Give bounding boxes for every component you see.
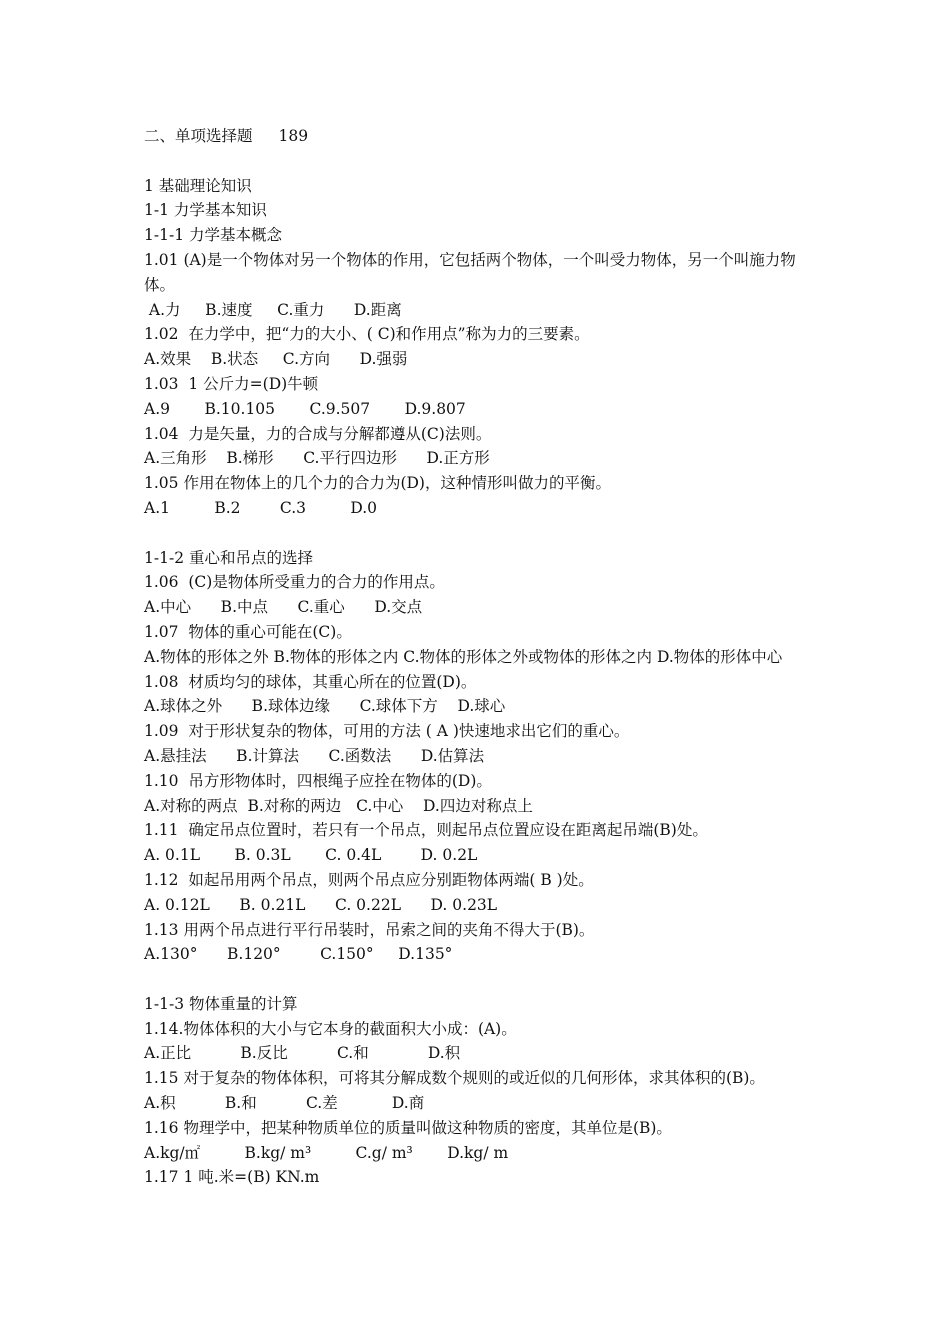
question-options: A.悬挂法 B.计算法 C.函数法 D.估算法: [144, 746, 485, 765]
question-stem: 1.11 确定吊点位置时，若只有一个吊点，则起吊点位置应设在距离起吊端(B)处。: [144, 821, 708, 840]
question-stem: 1.03 1 公斤力=(D)牛顿: [144, 374, 319, 393]
question-options: A.9 B.10.105 C.9.507 D.9.807: [144, 399, 466, 418]
question-stem: 1.06 (C)是物体所受重力的合力的作用点。: [144, 573, 445, 592]
question-count: 189: [278, 127, 309, 145]
question-options: A. 0.1L B. 0.3L C. 0.4L D. 0.2L: [144, 846, 478, 865]
topic-title: 1-1-2 重心和吊点的选择: [144, 548, 313, 567]
question-stem: 1.01 (A)是一个物体对另一个物体的作用，它包括两个物体，一个叫受力物体，另一个叫施力物体。: [144, 250, 796, 294]
question-options: A.效果 B.状态 C.方向 D.强弱: [144, 350, 408, 369]
question-options: A.正比 B.反比 C.和 D.积: [144, 1044, 461, 1063]
section-title: 1 基础理论知识: [144, 176, 252, 195]
question-options: A.130° B.120° C.150° D.135°: [144, 945, 453, 964]
question-stem: 1.05 作用在物体上的几个力的合力为(D)，这种情形叫做力的平衡。: [144, 474, 611, 493]
spacer: [144, 521, 814, 546]
topic-title: 1-1-3 物体重量的计算: [144, 994, 298, 1013]
question-stem: 1.10 吊方形物体时，四根绳子应拴在物体的(D)。: [144, 771, 492, 790]
spacer: [144, 967, 814, 992]
spacer: [144, 149, 814, 174]
question-stem: 1.08 材质均匀的球体，其重心所在的位置(D)。: [144, 672, 477, 691]
question-stem: 1.04 力是矢量，力的合成与分解都遵从(C)法则。: [144, 424, 492, 443]
question-stem: 1.16 物理学中，把某种物质单位的质量叫做这种物质的密度，其单位是(B)。: [144, 1118, 672, 1137]
topic-title: 1-1-1 力学基本概念: [144, 226, 282, 245]
question-stem: 1.02 在力学中，把“力的大小、( C)和作用点”称为力的三要素。: [144, 325, 590, 344]
question-options: A.1 B.2 C.3 D.0: [144, 498, 378, 517]
question-options: A.物体的形体之外 B.物体的形体之内 C.物体的形体之外或物体的形体之内 D.物体的形体中心: [144, 647, 783, 666]
heading-text: 二、单项选择题: [144, 127, 253, 145]
question-stem: 1.13 用两个吊点进行平行吊装时，吊索之间的夹角不得大于(B)。: [144, 920, 595, 939]
question-stem: 1.15 对于复杂的物体体积，可将其分解成数个规则的或近似的几何形体，求其体积的(B)。: [144, 1069, 765, 1088]
question-stem: 1.07 物体的重心可能在(C)。: [144, 622, 352, 641]
question-stem: 1.14.物体体积的大小与它本身的截面积大小成：(A)。: [144, 1019, 517, 1038]
question-options: A.力 B.速度 C.重力 D.距离: [144, 300, 402, 319]
subsection-title: 1-1 力学基本知识: [144, 201, 267, 220]
question-stem: 1.17 1 吨.米=(B) KN.m: [144, 1168, 320, 1187]
question-options: A.kg/㎡ B.kg/ m³ C.g/ m³ D.kg/ m: [144, 1143, 509, 1162]
question-options: A.三角形 B.梯形 C.平行四边形 D.正方形: [144, 449, 490, 468]
document-body: [144, 124, 814, 1190]
page-heading: [144, 124, 814, 149]
question-stem: 1.09 对于形状复杂的物体，可用的方法 ( A )快速地求出它们的重心。: [144, 722, 630, 741]
question-options: A.中心 B.中点 C.重心 D.交点: [144, 598, 423, 617]
question-options: A. 0.12L B. 0.21L C. 0.22L D. 0.23L: [144, 895, 498, 914]
question-options: A.球体之外 B.球体边缘 C.球体下方 D.球心: [144, 697, 506, 716]
question-options: A.积 B.和 C.差 D.商: [144, 1094, 425, 1113]
question-stem: 1.12 如起吊用两个吊点，则两个吊点应分别距物体两端( B )处。: [144, 870, 594, 889]
question-options: A.对称的两点 B.对称的两边 C.中心 D.四边对称点上: [144, 796, 533, 815]
